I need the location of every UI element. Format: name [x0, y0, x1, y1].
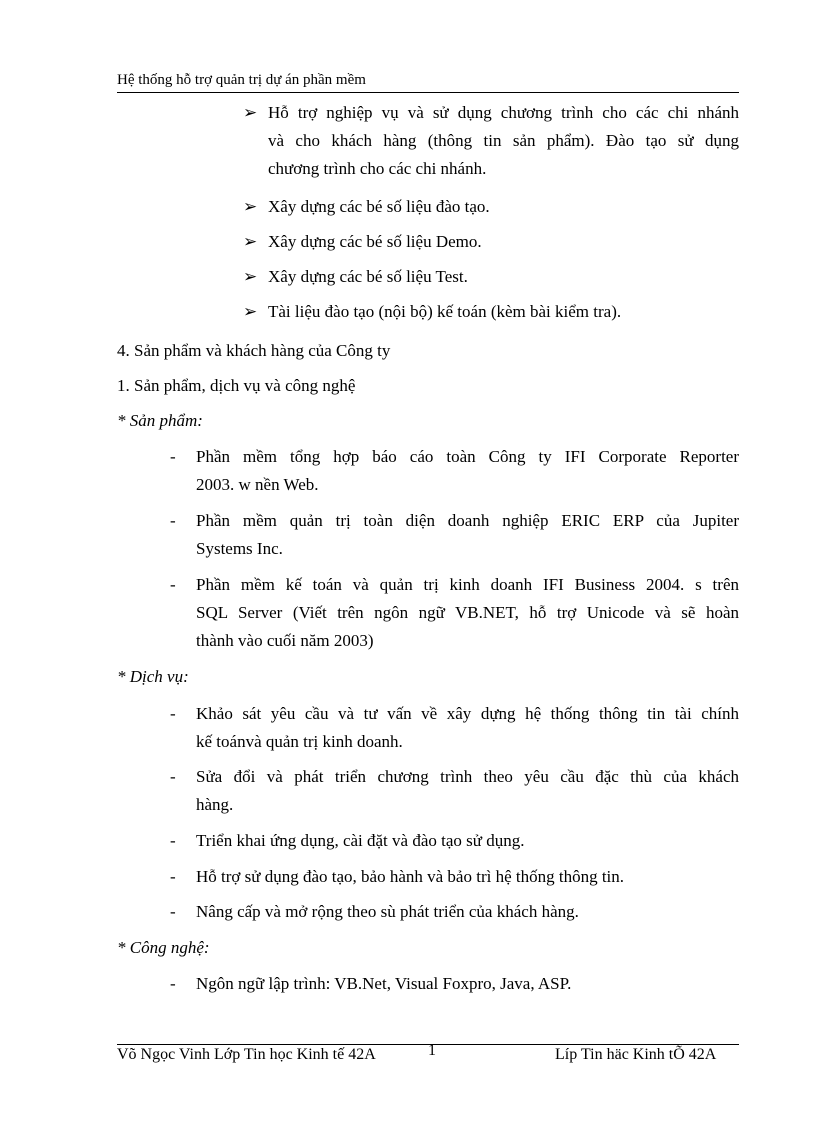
arrow-bullet-icon: ➢ — [243, 232, 258, 251]
page-header: Hệ thống hỗ trợ quản trị dự án phần mềm — [117, 72, 739, 93]
bullet-line: Xây dựng các bé số liệu Demo. — [268, 232, 482, 251]
bullet-line: Xây dựng các bé số liệu đào tạo. — [268, 197, 490, 216]
list-line: Khảo sát yêu cầu và tư vấn về xây dựng hệ thống thông tin tài chính — [196, 704, 739, 723]
list-item — [170, 863, 739, 891]
arrow-bullet-icon: ➢ — [243, 103, 258, 122]
list-line: Nâng cấp và mở rộng theo sù phát triển của khách hàng. — [196, 902, 579, 921]
list-line: Phần mềm quản trị toàn diện doanh nghiệp ERIC ERP của Jupiter — [196, 511, 739, 530]
products-label: * Sản phẩm: — [117, 411, 203, 430]
services-label: * Dịch vụ: — [117, 667, 189, 686]
list-line: Hỗ trợ sử dụng đào tạo, bảo hành và bảo trì hệ thống thông tin. — [196, 867, 625, 886]
bullet-line: chương trình cho các chi nhánh. — [268, 159, 487, 178]
bullet-line: Xây dựng các bé số liệu Test. — [268, 267, 468, 286]
list-line: thành vào cuối năm 2003) — [196, 631, 374, 650]
list-line: Phần mềm kế toán và quản trị kinh doanh IFI Business 2004. s trên — [196, 575, 739, 594]
list-line: Phần mềm tổng hợp báo cáo toàn Công ty IFI Corporate Reporter — [196, 447, 739, 466]
section-heading: 1. Sản phẩm, dịch vụ và công nghệ — [117, 376, 356, 395]
list-item — [170, 443, 739, 499]
list-line: SQL Server (Viết trên ngôn ngữ VB.NET, hỗ trợ Unicode và sẽ hoàn — [196, 603, 739, 622]
list-item — [170, 571, 739, 655]
dash-bullet-icon: - — [170, 511, 176, 530]
footer-class: Líp Tin häc Kinh tÕ 42A — [555, 1046, 717, 1063]
bullet-item — [243, 228, 739, 256]
dash-bullet-icon: - — [170, 867, 176, 886]
list-item — [170, 507, 739, 563]
list-line: hàng. — [196, 795, 234, 814]
arrow-bullet-icon: ➢ — [243, 302, 258, 321]
list-line: Ngôn ngữ lập trình: VB.Net, Visual Foxpro, Java, ASP. — [196, 974, 572, 993]
bullet-item — [243, 298, 739, 326]
list-item — [170, 763, 739, 819]
list-item — [170, 700, 739, 756]
bullet-line: Tài liệu đào tạo (nội bộ) kế toán (kèm bài kiểm tra). — [268, 302, 622, 321]
dash-bullet-icon: - — [170, 447, 176, 466]
list-line: Triển khai ứng dụng, cài đặt và đào tạo sử dụng. — [196, 831, 525, 850]
list-line: kế toánvà quản trị kinh doanh. — [196, 732, 403, 751]
dash-bullet-icon: - — [170, 974, 176, 993]
bullet-line: và cho khách hàng (thông tin sản phẩm). Đào tạo sử dụng — [268, 131, 739, 150]
bullet-item — [243, 99, 739, 183]
list-line: Sửa đổi và phát triển chương trình theo yêu cầu đặc thù của khách — [196, 767, 739, 786]
footer-author: Võ Ngọc Vinh Lớp Tin học Kinh tế 42A — [117, 1046, 376, 1063]
section-heading: 4. Sản phẩm và khách hàng của Công ty — [117, 341, 391, 360]
bullet-line: Hỗ trợ nghiệp vụ và sử dụng chương trình cho các chi nhánh — [268, 103, 739, 122]
arrow-bullet-icon: ➢ — [243, 267, 258, 286]
technology-label: * Công nghệ: — [117, 938, 210, 957]
list-line: Systems Inc. — [196, 539, 283, 558]
page-number: 1 — [428, 1042, 436, 1059]
dash-bullet-icon: - — [170, 704, 176, 723]
dash-bullet-icon: - — [170, 575, 176, 594]
list-line: 2003. w nền Web. — [196, 475, 319, 494]
bullet-item — [243, 263, 739, 291]
bullet-item — [243, 193, 739, 221]
dash-bullet-icon: - — [170, 767, 176, 786]
dash-bullet-icon: - — [170, 902, 176, 921]
list-item — [170, 970, 739, 998]
list-item — [170, 827, 739, 855]
arrow-bullet-icon: ➢ — [243, 197, 258, 216]
list-item — [170, 898, 739, 926]
dash-bullet-icon: - — [170, 831, 176, 850]
